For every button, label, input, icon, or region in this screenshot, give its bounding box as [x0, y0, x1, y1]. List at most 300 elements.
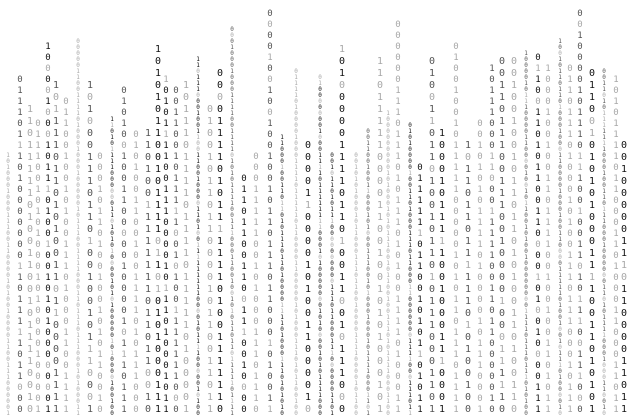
binary-column: [557, 39, 563, 417]
binary-digit: 1: [524, 398, 528, 405]
binary-digit: 0: [154, 104, 162, 115]
binary-digit: 1: [464, 284, 472, 295]
binary-digit: 1: [304, 200, 312, 211]
binary-digit: 1: [241, 273, 247, 283]
binary-digit: 1: [453, 339, 459, 349]
binary-digit: 0: [386, 266, 390, 273]
binary-digit: 1: [216, 140, 224, 151]
binary-digit: 1: [121, 152, 127, 162]
binary-digit: 0: [253, 317, 259, 327]
binary-digit: 1: [395, 108, 401, 118]
binary-digit: 1: [354, 380, 358, 387]
binary-column: [252, 153, 261, 417]
binary-digit: 0: [35, 174, 41, 184]
binary-digit: 1: [267, 251, 273, 261]
binary-column: [172, 87, 181, 417]
binary-column: [266, 10, 275, 417]
binary-digit: 0: [588, 104, 596, 115]
binary-digit: 0: [408, 374, 412, 381]
binary-digit: 0: [97, 174, 103, 184]
binary-digit: 0: [121, 251, 127, 261]
binary-digit: 0: [173, 141, 179, 151]
binary-digit: 0: [206, 296, 214, 307]
binary-digit: 1: [97, 273, 103, 283]
binary-column: [427, 57, 437, 417]
binary-digit: 1: [558, 290, 562, 297]
binary-digit: 1: [6, 224, 10, 231]
binary-digit: 1: [163, 394, 169, 404]
binary-digit: 0: [216, 404, 224, 415]
binary-digit: 1: [588, 80, 596, 91]
binary-digit: 0: [558, 182, 562, 189]
binary-digit: 0: [477, 394, 483, 404]
binary-digit: 1: [577, 295, 583, 305]
binary-digit: 1: [558, 272, 562, 279]
binary-digit: 1: [294, 200, 298, 207]
binary-digit: 1: [17, 273, 23, 283]
binary-digit: 0: [366, 284, 370, 291]
binary-digit: 0: [524, 218, 528, 225]
binary-digit: 1: [613, 185, 619, 195]
binary-digit: 1: [408, 386, 412, 393]
binary-digit: 0: [395, 284, 401, 294]
binary-digit: 1: [395, 394, 401, 404]
binary-digit: 1: [230, 128, 234, 135]
binary-digit: 0: [17, 284, 23, 294]
binary-digit: 1: [453, 86, 459, 96]
binary-digit: 1: [464, 176, 472, 187]
binary-digit: 1: [395, 405, 401, 415]
binary-digit: 1: [338, 68, 346, 79]
binary-digit: 1: [17, 141, 23, 151]
binary-digit: 0: [45, 394, 51, 404]
binary-digit: 0: [267, 141, 273, 151]
binary-digit: 0: [173, 405, 179, 415]
binary-digit: 1: [498, 392, 506, 403]
binary-digit: 0: [267, 372, 273, 382]
binary-digit: 1: [280, 314, 284, 321]
binary-digit: 0: [280, 158, 284, 165]
binary-digit: 0: [558, 44, 562, 51]
binary-digit: 0: [477, 273, 483, 283]
binary-digit: 1: [253, 207, 259, 217]
binary-digit: 0: [280, 350, 284, 357]
binary-digit: 1: [558, 188, 562, 195]
binary-digit: 1: [395, 130, 401, 140]
binary-digit: 1: [338, 176, 346, 187]
binary-digit: 1: [76, 290, 80, 297]
binary-digit: 0: [620, 200, 628, 211]
binary-digit: 1: [510, 80, 518, 91]
binary-column: [619, 141, 629, 417]
binary-digit: 1: [144, 248, 152, 259]
binary-digit: 0: [294, 218, 298, 225]
binary-digit: 1: [613, 405, 619, 415]
binary-digit: 1: [438, 248, 446, 259]
binary-digit: 0: [144, 404, 152, 415]
binary-digit: 0: [133, 339, 139, 349]
binary-digit: 0: [613, 284, 619, 294]
binary-digit: 1: [366, 146, 370, 153]
binary-digit: 1: [76, 98, 80, 105]
binary-digit: 0: [498, 56, 506, 67]
binary-digit: 1: [330, 296, 334, 303]
binary-digit: 1: [354, 332, 358, 339]
binary-digit: 0: [338, 248, 346, 259]
binary-digit: 0: [45, 196, 51, 206]
binary-digit: 0: [318, 296, 322, 303]
binary-digit: 0: [35, 306, 41, 316]
binary-digit: 1: [52, 392, 60, 403]
binary-digit: 0: [386, 188, 390, 195]
binary-digit: 0: [602, 236, 606, 243]
binary-digit: 1: [453, 141, 459, 151]
binary-digit: 1: [535, 405, 541, 415]
binary-digit: 0: [330, 272, 334, 279]
binary-digit: 1: [524, 386, 528, 393]
binary-digit: 1: [52, 128, 60, 139]
binary-digit: 1: [477, 207, 483, 217]
binary-digit: 1: [338, 320, 346, 331]
binary-digit: 0: [86, 380, 94, 391]
binary-digit: 0: [280, 224, 284, 231]
binary-digit: 1: [330, 398, 334, 405]
binary-column: [576, 10, 585, 417]
binary-digit: 0: [366, 344, 370, 351]
binary-digit: 1: [386, 242, 390, 249]
binary-digit: 0: [63, 229, 69, 239]
binary-digit: 0: [330, 248, 334, 255]
binary-digit: 1: [52, 200, 60, 211]
binary-digit: 1: [577, 207, 583, 217]
binary-digit: 0: [354, 236, 358, 243]
binary-digit: 0: [620, 140, 628, 151]
binary-digit: 0: [133, 394, 139, 404]
binary-digit: 1: [154, 248, 162, 259]
binary-digit: 0: [558, 110, 562, 117]
binary-digit: 0: [428, 284, 436, 295]
binary-digit: 1: [206, 404, 214, 415]
binary-digit: 0: [76, 188, 80, 195]
binary-digit: 0: [280, 152, 284, 159]
binary-digit: 0: [241, 350, 247, 360]
binary-digit: 1: [196, 74, 200, 81]
binary-digit: 1: [376, 116, 384, 127]
binary-digit: 0: [477, 284, 483, 294]
binary-digit: 1: [182, 176, 190, 187]
binary-digit: 1: [338, 236, 346, 247]
binary-digit: 0: [613, 86, 619, 96]
binary-digit: 1: [206, 224, 214, 235]
binary-digit: 1: [408, 338, 412, 345]
binary-digit: 0: [602, 392, 606, 399]
binary-digit: 0: [110, 254, 114, 261]
binary-digit: 0: [216, 284, 224, 295]
binary-digit: 0: [338, 332, 346, 343]
binary-digit: 0: [386, 128, 390, 135]
binary-digit: 1: [567, 405, 573, 415]
binary-digit: 1: [366, 164, 370, 171]
binary-digit: 0: [35, 262, 41, 272]
binary-digit: 0: [354, 320, 358, 327]
binary-digit: 1: [318, 164, 322, 171]
binary-digit: 1: [144, 224, 152, 235]
binary-digit: 1: [97, 328, 103, 338]
binary-digit: 1: [154, 92, 162, 103]
binary-digit: 1: [577, 86, 583, 96]
binary-digit: 1: [216, 272, 224, 283]
binary-digit: 0: [318, 146, 322, 153]
binary-column: [109, 117, 115, 417]
binary-digit: 1: [230, 218, 234, 225]
binary-digit: 0: [154, 80, 162, 91]
binary-digit: 1: [453, 152, 459, 162]
binary-digit: 1: [366, 182, 370, 189]
binary-digit: 0: [86, 248, 94, 259]
binary-digit: 1: [35, 152, 41, 162]
binary-digit: 1: [588, 200, 596, 211]
binary-digit: 0: [280, 284, 284, 291]
binary-digit: 0: [408, 302, 412, 309]
binary-digit: 0: [558, 224, 562, 231]
binary-digit: 0: [76, 116, 80, 123]
binary-digit: 0: [613, 383, 619, 393]
binary-digit: 0: [330, 242, 334, 249]
binary-digit: 0: [267, 75, 273, 85]
binary-digit: 0: [567, 97, 573, 107]
binary-digit: 1: [63, 339, 69, 349]
binary-digit: 1: [144, 284, 152, 295]
binary-digit: 1: [366, 338, 370, 345]
binary-digit: 1: [17, 97, 23, 107]
binary-digit: 0: [438, 308, 446, 319]
binary-digit: 0: [35, 196, 41, 206]
binary-digit: 0: [620, 176, 628, 187]
binary-digit: 0: [376, 356, 384, 367]
binary-digit: 0: [338, 128, 346, 139]
binary-digit: 1: [524, 200, 528, 207]
binary-digit: 0: [428, 224, 436, 235]
binary-digit: 1: [206, 308, 214, 319]
binary-digit: 1: [318, 374, 322, 381]
binary-digit: 1: [267, 185, 273, 195]
binary-digit: 0: [230, 56, 234, 63]
binary-digit: 0: [196, 146, 200, 153]
binary-digit: 1: [63, 405, 69, 415]
binary-digit: 0: [408, 212, 412, 219]
binary-digit: 0: [558, 260, 562, 267]
binary-digit: 1: [613, 141, 619, 151]
binary-digit: 0: [577, 64, 583, 74]
binary-digit: 0: [498, 104, 506, 115]
binary-digit: 0: [196, 326, 200, 333]
binary-digit: 0: [489, 339, 495, 349]
binary-digit: 1: [602, 188, 606, 195]
binary-digit: 0: [76, 242, 80, 249]
binary-digit: 1: [489, 86, 495, 96]
binary-digit: 0: [535, 185, 541, 195]
binary-digit: 1: [230, 104, 234, 111]
binary-digit: 0: [196, 374, 200, 381]
binary-digit: 0: [498, 68, 506, 79]
binary-digit: 0: [602, 272, 606, 279]
binary-digit: 0: [163, 108, 169, 118]
binary-digit: 1: [588, 176, 596, 187]
binary-digit: 0: [97, 339, 103, 349]
binary-digit: 1: [477, 141, 483, 151]
binary-column: [587, 69, 597, 417]
binary-digit: 1: [417, 185, 423, 195]
binary-digit: 0: [52, 356, 60, 367]
binary-digit: 1: [173, 306, 179, 316]
binary-digit: 0: [613, 328, 619, 338]
binary-digit: 1: [52, 224, 60, 235]
binary-digit: 1: [6, 362, 10, 369]
binary-digit: 1: [428, 68, 436, 79]
binary-digit: 1: [196, 242, 200, 249]
binary-digit: 0: [173, 284, 179, 294]
binary-digit: 1: [366, 398, 370, 405]
binary-digit: 0: [133, 251, 139, 261]
binary-digit: 0: [330, 200, 334, 207]
binary-digit: 1: [163, 295, 169, 305]
binary-digit: 1: [330, 350, 334, 357]
binary-digit: 0: [133, 383, 139, 393]
binary-digit: 0: [280, 266, 284, 273]
binary-digit: 1: [602, 212, 606, 219]
binary-digit: 0: [216, 308, 224, 319]
binary-digit: 1: [230, 392, 234, 399]
binary-digit: 0: [76, 134, 80, 141]
binary-digit: 1: [294, 86, 298, 93]
binary-digit: 0: [354, 374, 358, 381]
binary-digit: 1: [408, 194, 412, 201]
binary-digit: 0: [63, 196, 69, 206]
binary-digit: 1: [602, 284, 606, 291]
binary-digit: 1: [230, 92, 234, 99]
binary-digit: 0: [577, 185, 583, 195]
binary-digit: 1: [567, 130, 573, 140]
binary-digit: 0: [63, 141, 69, 151]
binary-digit: 1: [163, 185, 169, 195]
binary-digit: 1: [163, 328, 169, 338]
binary-digit: 0: [26, 284, 34, 295]
binary-digit: 1: [318, 128, 322, 135]
binary-digit: 1: [230, 374, 234, 381]
binary-digit: 0: [304, 380, 312, 391]
binary-digit: 0: [196, 362, 200, 369]
binary-digit: 0: [304, 152, 312, 163]
binary-digit: 0: [489, 262, 495, 272]
binary-digit: 0: [173, 130, 179, 140]
binary-digit: 0: [163, 361, 169, 371]
binary-digit: 0: [498, 248, 506, 259]
binary-digit: 0: [558, 242, 562, 249]
binary-digit: 1: [338, 272, 346, 283]
binary-digit: 1: [26, 140, 34, 151]
binary-digit: 0: [558, 296, 562, 303]
binary-digit: 0: [318, 116, 322, 123]
binary-digit: 0: [498, 260, 506, 271]
binary-digit: 1: [395, 196, 401, 206]
binary-digit: 1: [17, 174, 23, 184]
binary-digit: 0: [110, 272, 114, 279]
binary-digit: 0: [567, 174, 573, 184]
binary-digit: 0: [17, 119, 23, 129]
binary-digit: 1: [45, 295, 51, 305]
binary-digit: 1: [428, 236, 436, 247]
binary-digit: 1: [338, 152, 346, 163]
binary-digit: 0: [196, 182, 200, 189]
binary-digit: 0: [417, 383, 423, 393]
binary-digit: 0: [45, 339, 51, 349]
binary-digit: 1: [294, 134, 298, 141]
binary-digit: 1: [558, 362, 562, 369]
binary-digit: 1: [567, 273, 573, 283]
binary-digit: 0: [354, 410, 358, 417]
binary-digit: 0: [510, 296, 518, 307]
binary-digit: 1: [144, 392, 152, 403]
binary-digit: 0: [6, 194, 10, 201]
binary-digit: 1: [26, 116, 34, 127]
binary-digit: 1: [318, 206, 322, 213]
binary-digit: 1: [428, 104, 436, 115]
binary-digit: 1: [121, 119, 127, 129]
binary-digit: 1: [386, 350, 390, 357]
binary-digit: 1: [86, 404, 94, 415]
binary-digit: 0: [510, 332, 518, 343]
binary-digit: 1: [318, 152, 322, 159]
binary-digit: 1: [76, 68, 80, 75]
binary-digit: 1: [408, 254, 412, 261]
binary-digit: 0: [173, 295, 179, 305]
binary-digit: 0: [6, 332, 10, 339]
binary-digit: 1: [498, 188, 506, 199]
binary-digit: 1: [395, 152, 401, 162]
binary-digit: 0: [154, 296, 162, 307]
binary-digit: 1: [545, 207, 551, 217]
binary-digit: 1: [602, 98, 606, 105]
binary-digit: 1: [280, 260, 284, 267]
binary-digit: 1: [253, 229, 259, 239]
binary-digit: 1: [395, 262, 401, 272]
binary-digit: 0: [558, 122, 562, 129]
binary-digit: 1: [196, 290, 200, 297]
binary-digit: 1: [376, 380, 384, 391]
binary-digit: 1: [558, 56, 562, 63]
binary-digit: 0: [354, 290, 358, 297]
binary-digit: 1: [438, 212, 446, 223]
binary-digit: 0: [267, 317, 273, 327]
binary-digit: 1: [206, 284, 214, 295]
binary-digit: 1: [76, 104, 80, 111]
binary-digit: 1: [154, 116, 162, 127]
binary-digit: 1: [253, 328, 259, 338]
binary-digit: 0: [45, 86, 51, 96]
binary-digit: 0: [524, 176, 528, 183]
binary-digit: 1: [620, 296, 628, 307]
binary-digit: 0: [154, 176, 162, 187]
binary-digit: 1: [395, 218, 401, 228]
binary-digit: 1: [86, 332, 94, 343]
binary-digit: 0: [545, 262, 551, 272]
binary-digit: 0: [63, 361, 69, 371]
binary-digit: 1: [196, 212, 200, 219]
binary-digit: 0: [144, 368, 152, 379]
binary-digit: 0: [577, 75, 583, 85]
binary-digit: 0: [267, 64, 273, 74]
binary-digit: 1: [524, 374, 528, 381]
